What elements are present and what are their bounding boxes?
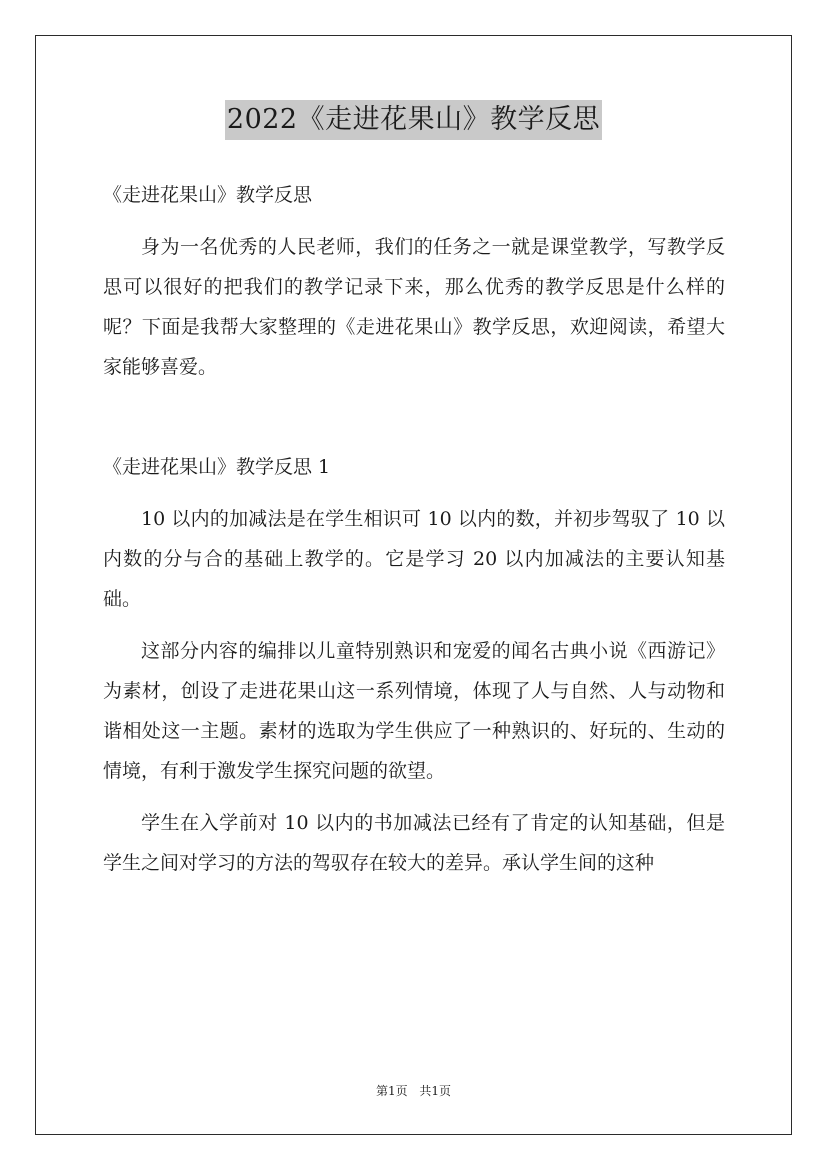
subtitle: 《走进花果山》教学反思: [103, 184, 313, 206]
body-paragraph-1: 10 以内的加减法是在学生相识可 10 以内的数，并初步驾驭了 10 以内数的分与合的基础上教学的。它是学习 20 以内加减法的主要认知基础。: [103, 508, 725, 610]
document-title: 2022《走进花果山》教学反思: [225, 100, 602, 140]
body-paragraph-3: 学生在入学前对 10 以内的书加减法已经有了肯定的认知基础，但是学生之间对学习的方法的驾驭存在较大的差异。承认学生间的这种: [103, 812, 725, 874]
section-heading: 《走进花果山》教学反思 1: [103, 456, 331, 478]
page-number: 第1页: [375, 1084, 408, 1098]
body-paragraph-2: 这部分内容的编排以儿童特别熟识和宠爱的闻名古典小说《西游记》为素材，创设了走进花果山这一系列情境，体现了人与自然、人与动物和谐相处这一主题。素材的选取为学生供应了一种熟识的、好玩的、生动的情境，有利于激发学生探究问题的欲望。: [103, 640, 725, 782]
title-container: [0, 100, 827, 140]
page-total: 共1页: [419, 1084, 452, 1098]
document-body: [103, 175, 725, 883]
intro-paragraph: 身为一名优秀的人民老师，我们的任务之一就是课堂教学，写教学反思可以很好的把我们的教学记录下来，那么优秀的教学反思是什么样的呢？下面是我帮大家整理的《走进花果山》教学反思，欢迎阅读，希望大家能够喜爱。: [103, 236, 725, 378]
page-footer: [0, 1082, 827, 1099]
